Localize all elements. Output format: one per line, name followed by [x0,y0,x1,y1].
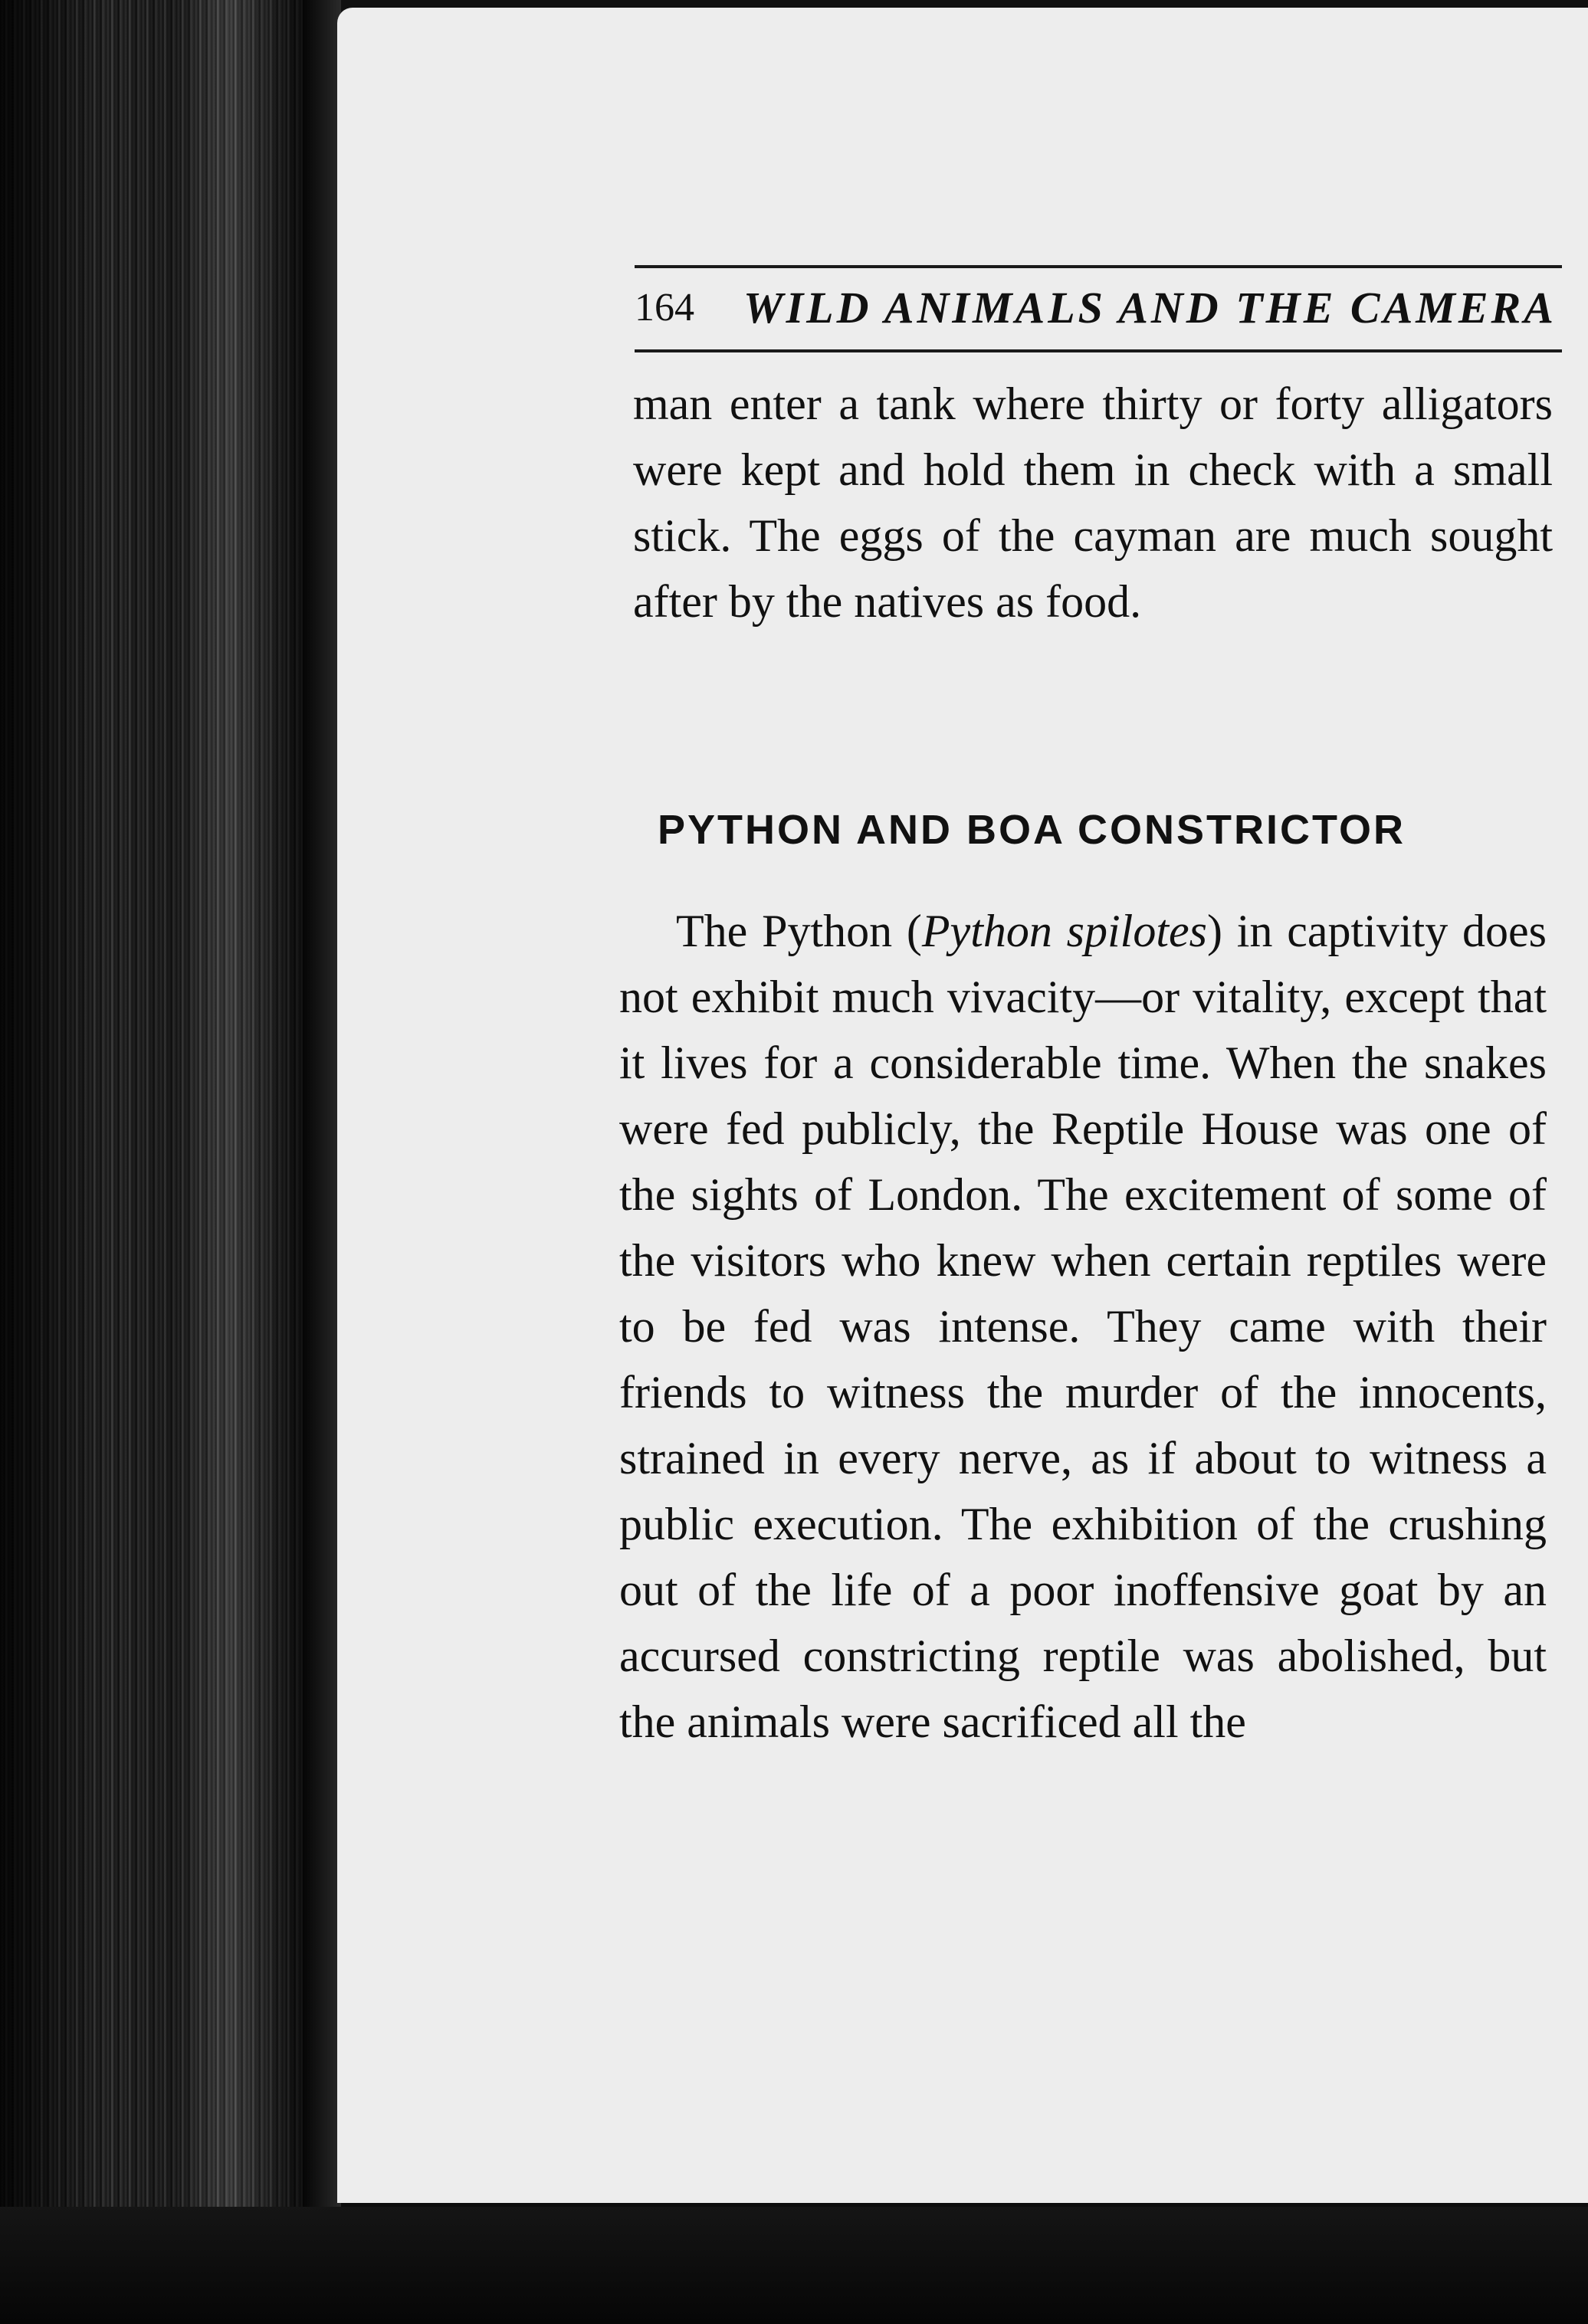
paragraph-continued: man enter a tank where thirty or forty alligators were kept and hold them in check with a small stick. The eggs of the cayman are much sought after by the natives as food. [633,379,1553,627]
species-name: Python spilotes [921,906,1207,956]
header-rule-bottom [635,349,1562,352]
paragraph-python [619,898,1547,1755]
paragraph-python-rest: ) in captivity does not exhibit much vivacity—or vitality, except that it lives for a considerable time. When the snakes were fed publicly, the Reptile House was one of the sights of London. The excitement of some of the visitors who knew when certain reptiles were to be fed was intense. They came with their friends to witness the murder of the innocents, strained in every nerve, as if about to witness a public execution. The exhibition of the crushing out of the life of a poor inoffensive goat by an accursed constricting reptile was abolished, but the animals were sacrificed all the [619,906,1547,1747]
scan-background-bottom [0,2207,1588,2324]
section-heading: PYTHON AND BOA CONSTRICTOR [658,807,1406,853]
page-number: 164 [635,286,694,329]
header-rule-top [635,265,1562,268]
paragraph-python-start: The Python ( [676,906,922,956]
book-title: WILD ANIMALS AND THE CAMERA [743,283,1557,333]
running-head [635,282,1557,348]
page-edge-shadow [303,0,341,2222]
spine-shading [0,0,337,2324]
